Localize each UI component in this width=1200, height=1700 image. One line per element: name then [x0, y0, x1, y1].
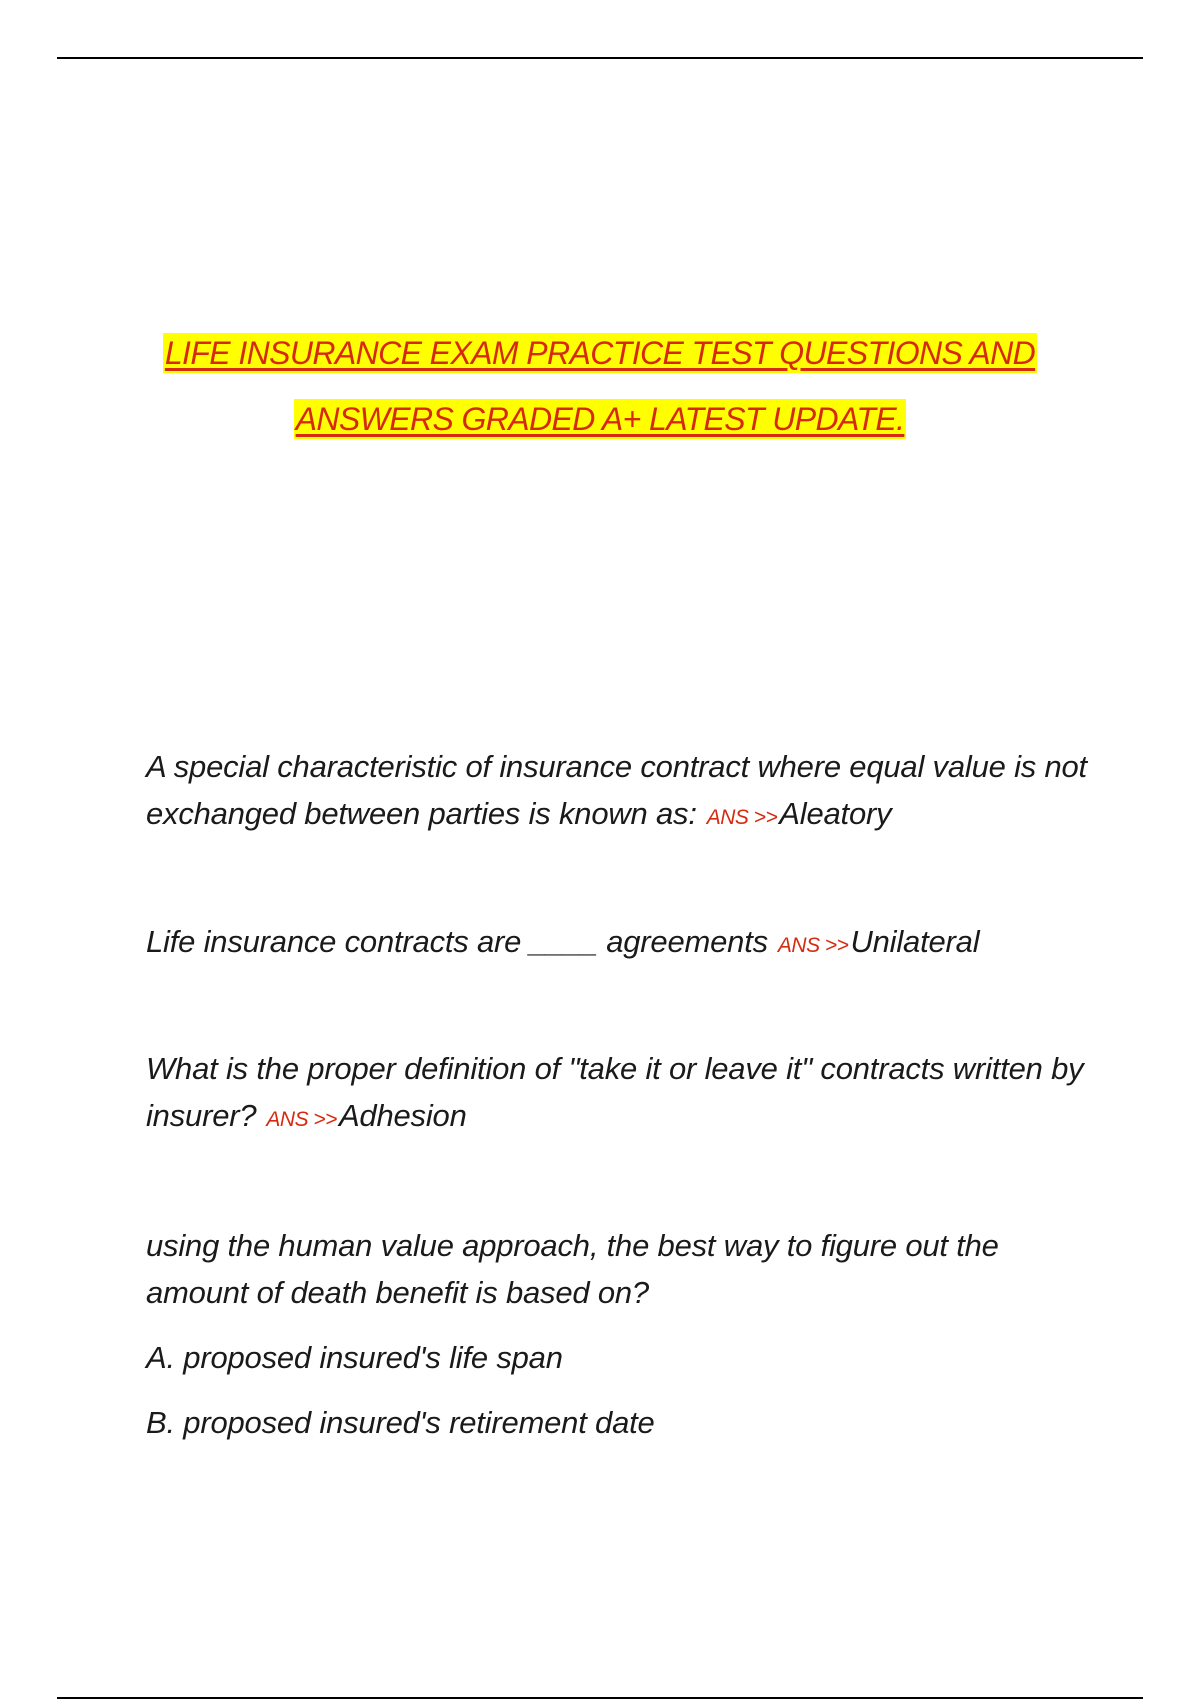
question-text: using the human value approach, the best way to figure out the amount of death benefit is based on?: [146, 1228, 999, 1310]
answer-text: Adhesion: [338, 1098, 467, 1133]
question-item-1: [146, 743, 1106, 841]
question-item-4: [146, 1222, 1106, 1446]
ans-marker: ANS >>: [706, 806, 778, 829]
option-b: B. proposed insured's retirement date: [146, 1405, 655, 1440]
question-item-2: [146, 918, 1106, 969]
answer-text: Unilateral: [850, 924, 980, 959]
title-line-1: LIFE INSURANCE EXAM PRACTICE TEST QUESTIONS AND: [164, 335, 1036, 371]
question-text: What is the proper definition of "take it or leave it" contracts written by insurer?: [146, 1051, 1084, 1133]
ans-marker: ANS >>: [777, 934, 849, 957]
bottom-rule: [57, 1697, 1143, 1699]
document-title: [0, 333, 1200, 465]
title-line-2: ANSWERS GRADED A+ LATEST UPDATE.: [295, 401, 905, 437]
option-a: A. proposed insured's life span: [146, 1340, 563, 1375]
question-text: Life insurance contracts are ____ agreements: [146, 924, 768, 959]
answer-text: Aleatory: [779, 796, 892, 831]
question-text: A special characteristic of insurance contract where equal value is not exchanged between parties is known as:: [146, 749, 1087, 831]
question-item-3: [146, 1045, 1106, 1143]
top-rule: [57, 57, 1143, 59]
ans-marker: ANS >>: [266, 1108, 337, 1131]
